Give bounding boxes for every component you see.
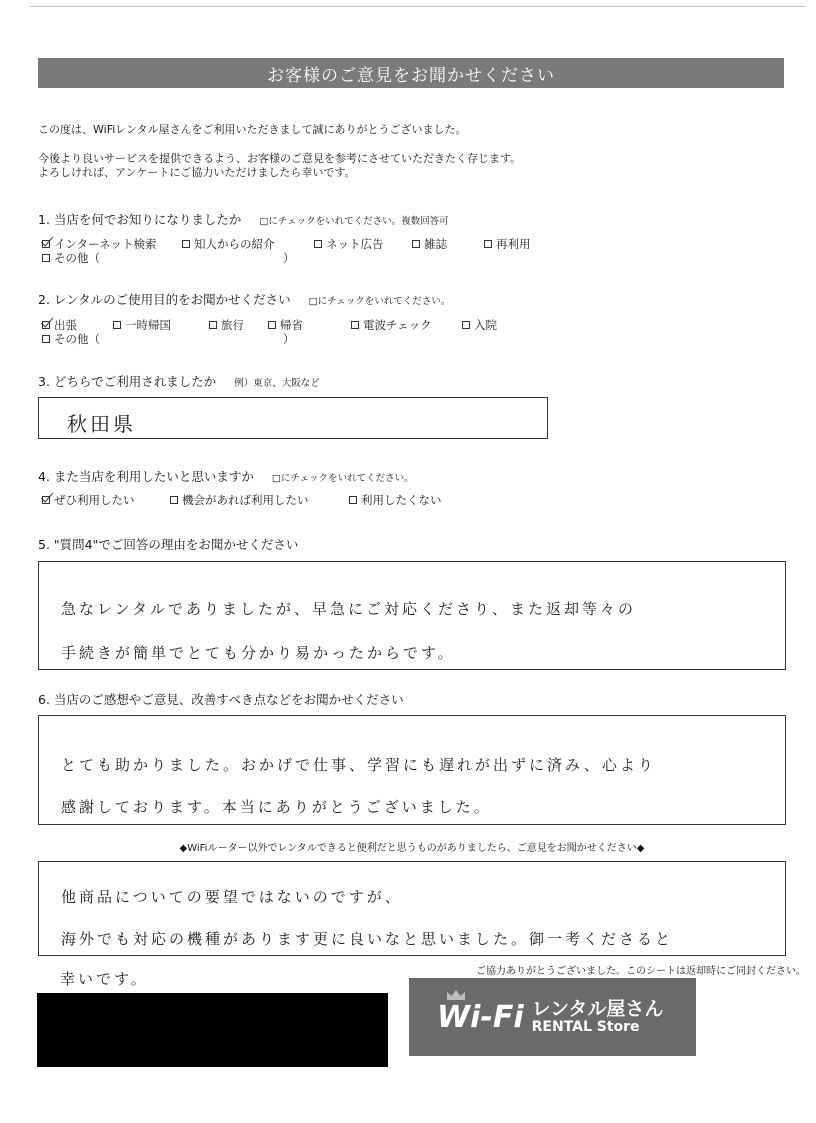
question-2-note: □にチェックをいれてください。 <box>308 296 451 307</box>
q2-option-signal-check[interactable] <box>351 317 432 333</box>
checkbox-icon[interactable] <box>42 240 50 248</box>
checkbox-icon[interactable] <box>209 321 217 329</box>
option-label: 再利用 <box>496 237 531 251</box>
q2-option-hospital[interactable] <box>462 317 497 333</box>
intro-line-3: よろしければ、アンケートにご協力いただけましたら幸いです。 <box>38 166 356 179</box>
q1-option-magazine[interactable] <box>412 236 447 252</box>
option-label: 知人からの紹介 <box>194 237 275 251</box>
checkbox-icon[interactable] <box>42 496 50 504</box>
q1-option-referral[interactable] <box>182 236 275 252</box>
q3-answer-handwriting: 秋田県 <box>67 412 136 436</box>
page-title <box>38 58 784 88</box>
question-5-title: 5. "質問4"でご回答の理由をお聞かせください <box>38 537 299 552</box>
checkbox-icon[interactable] <box>113 321 121 329</box>
question-1-title: 1. 当店を何でお知りになりましたか <box>38 212 242 227</box>
checkbox-icon[interactable] <box>182 240 190 248</box>
option-label: ぜひ利用したい <box>54 493 135 507</box>
option-label: その他（ <box>54 251 100 265</box>
checkbox-icon[interactable] <box>42 321 50 329</box>
option-label: 一時帰国 <box>125 318 171 332</box>
option-label: その他（ <box>54 332 100 346</box>
q7-answer-box[interactable] <box>38 861 786 956</box>
brand-logo <box>409 978 696 1056</box>
page-title-text: お客様のご意見をお聞かせください <box>267 65 555 86</box>
option-label: 帰省 <box>280 318 303 332</box>
checkbox-icon[interactable] <box>349 496 357 504</box>
q6-answer-line-1: とても助かりました。おかげで仕事、学習にも遅れが出ずに済み、心より <box>61 756 656 774</box>
option-label: 機会があれば利用したい <box>182 493 309 507</box>
crown-icon <box>447 990 465 1000</box>
q1-other-close: ） <box>283 251 295 265</box>
q1-option-net-ad[interactable] <box>314 236 384 252</box>
q6-answer-box[interactable] <box>38 715 786 825</box>
question-4-title: 4. また当店を利用したいと思いますか <box>38 469 254 484</box>
checkbox-icon[interactable] <box>351 321 359 329</box>
q7-answer-line-3: 幸いです。 <box>60 970 149 988</box>
logo-english-text: RENTAL Store <box>531 1018 640 1035</box>
q7-answer-line-2: 海外でも対応の機種があります更に良いなと思いました。御一考くださると <box>61 930 674 948</box>
q5-answer-line-1: 急なレンタルでありましたが、早急にご対応くださり、また返却等々の <box>61 600 637 618</box>
q2-other-close: ） <box>283 332 295 346</box>
footer-thanks: ご協力ありがとうございました。このシートは返却時にご同封ください。 <box>476 966 806 977</box>
question-4-heading <box>38 467 414 485</box>
q4-option-if-chance[interactable] <box>170 492 309 508</box>
option-label: 旅行 <box>221 318 244 332</box>
option-label: 利用したくない <box>361 493 442 507</box>
checkbox-icon[interactable] <box>484 240 492 248</box>
redacted-area <box>37 993 388 1067</box>
checkbox-icon[interactable] <box>314 240 322 248</box>
option-label: 入院 <box>474 318 497 332</box>
question-7-title: ◆WiFiルーター以外でレンタルできると便利だと思うものがありましたら、ご意見をお聞かせください◆ <box>179 843 645 854</box>
question-1-heading <box>38 210 449 228</box>
option-label: ネット広告 <box>326 237 384 251</box>
checkbox-icon[interactable] <box>42 335 50 343</box>
question-3-heading <box>38 372 320 390</box>
checkbox-icon[interactable] <box>412 240 420 248</box>
q3-answer-box[interactable] <box>38 397 548 439</box>
intro-line-2: 今後より良いサービスを提供できるよう、お客様のご意見を参考にさせていただきたく存じます。 <box>38 152 522 165</box>
q4-option-no[interactable] <box>349 492 442 508</box>
option-label: 雑誌 <box>424 237 447 251</box>
option-label: インターネット検索 <box>54 237 157 251</box>
q5-answer-box[interactable] <box>38 561 786 670</box>
question-2-heading <box>38 290 450 308</box>
checkbox-icon[interactable] <box>42 254 50 262</box>
q1-option-other[interactable] <box>42 250 100 266</box>
scan-edge-line <box>30 6 806 7</box>
option-label: 出張 <box>54 318 77 332</box>
checkbox-icon[interactable] <box>268 321 276 329</box>
q2-option-temp-return[interactable] <box>113 317 171 333</box>
option-label: 電波チェック <box>363 318 432 332</box>
question-3-note: 例）東京、大阪など <box>234 378 320 389</box>
q7-answer-line-1: 他商品についての要望ではないのですが、 <box>61 888 403 906</box>
q4-option-definitely[interactable] <box>42 492 135 508</box>
question-4-note: □にチェックをいれてください。 <box>271 473 414 484</box>
question-1-note: □にチェックをいれてください。複数回答可 <box>259 216 449 227</box>
q1-option-reuse[interactable] <box>484 236 531 252</box>
q6-answer-line-2: 感謝しております。本当にありがとうございました。 <box>61 798 492 816</box>
q2-option-travel[interactable] <box>209 317 244 333</box>
question-6-title: 6. 当店のご感想やご意見、改善すべき点などをお聞かせください <box>38 692 404 707</box>
checkbox-icon[interactable] <box>170 496 178 504</box>
q5-answer-line-2: 手続きが簡単でとても分かり易かったからです。 <box>61 644 456 662</box>
logo-japanese-text: レンタル屋さん <box>531 997 664 1020</box>
logo-wifi-text: Wi-Fi <box>437 999 524 1035</box>
q2-option-other[interactable] <box>42 331 100 347</box>
intro-line-1: この度は、WiFiレンタル屋さんをご利用いただきまして誠にありがとうございました。 <box>38 123 467 136</box>
question-2-title: 2. レンタルのご使用目的をお聞かせください <box>38 292 291 307</box>
question-3-title: 3. どちらでご利用されましたか <box>38 374 217 389</box>
checkbox-icon[interactable] <box>462 321 470 329</box>
